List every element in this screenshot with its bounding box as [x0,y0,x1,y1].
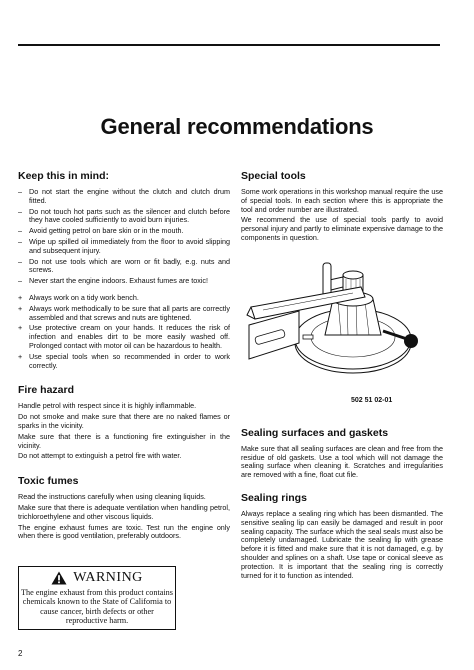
warning-box [18,566,176,630]
sealing-rings-paragraph: Always replace a sealing ring which has been dismantled. The sensitive sealing lip can easily be damaged and result in poor sealing capacity. The surface which the seal seals must also be completely undamaged. Lubricate the sealing lip with grease before it is fitted and make sure that it is not damaged, e.g. by shoulder and splines on a shaft. Use tape or conical sleeve as protection. It is important that the sealing ring is correctly turned for it to function as intended. [241,508,443,580]
warning-triangle-icon [51,571,67,585]
sealing-surfaces-heading: Sealing surfaces and gaskets [241,426,389,439]
right-column [241,170,443,582]
sealing-rings-heading: Sealing rings [241,491,307,504]
dash-bullet: – [18,226,22,236]
tool-drawing [243,251,423,391]
plus-list [18,294,230,370]
keep-in-mind-heading: Keep this in mind: [18,170,110,182]
list-item: + Use protective cream on your hands. It reduces the risk of infection and enables dirt to be more easily washed off. Prolonged contact with motor oil can be hazardous to health. [18,323,230,350]
special-tools-heading: Special tools [241,170,306,182]
toxic-paragraph: The engine exhaust fumes are toxic. Test run the engine only when there is good ventilation, preferably outdoors. [18,522,230,541]
page-number: 2 [18,649,23,658]
list-item: – Do not touch hot parts such as the silencer and clutch before they have cooled sufficiently to avoid burn injuries. [18,206,230,225]
warning-heading: WARNING [73,570,143,585]
warning-text: The engine exhaust from this product contains chemicals known to the State of California to cause cancer, birth defects or other reproductive harm. [21,588,173,626]
list-item: – Wipe up spilled oil immediately from the floor to avoid slipping and subsequent injury. [18,236,230,255]
fire-hazard-heading: Fire hazard [18,384,75,397]
list-item: – Do not use tools which are worn or fit badly, e.g. nuts and screws. [18,256,230,275]
list-item: – Avoid getting petrol on bare skin or in the mouth. [18,226,184,236]
list-item: + Use special tools when so recommended in order to work correctly. [18,351,230,370]
fire-paragraph: Handle petrol with respect since it is highly inflammable. [18,401,197,411]
sealing-surfaces-paragraph: Make sure that all sealing surfaces are clean and free from the residue of old gaskets. Use a tool which will not damage the sealing surface when cleaning it. Scratches and irregularities are removed with a fine, float cut file. [241,443,443,480]
plus-bullet: + [18,351,23,361]
dash-bullet: – [18,236,22,246]
page-title: General recommendations [100,114,374,139]
plus-bullet: + [18,323,23,333]
dash-bullet: – [18,206,22,216]
top-rule [18,44,440,46]
special-tool-illustration [243,251,423,421]
special-paragraph: Some work operations in this workshop manual require the use of special tools. In each section where this is appropriate the tool and order number are illustrated. [241,187,443,214]
toxic-fumes-heading: Toxic fumes [18,475,79,488]
figure-caption: 502 51 02-01 [351,396,393,404]
left-column [18,170,230,543]
list-item: + Always work on a tidy work bench. [18,292,139,302]
fire-paragraph: Do not attempt to extinguish a petrol fire with water. [18,451,182,461]
toxic-paragraph: Read the instructions carefully when using cleaning liquids. [18,492,206,502]
dash-bullet: – [18,187,22,196]
dash-bullet: – [18,256,22,266]
plus-bullet: + [18,303,23,313]
dash-bullet: – [18,276,22,286]
list-item: – Never start the engine indoors. Exhaust fumes are toxic! [18,276,208,286]
plus-bullet: + [18,292,23,302]
fire-paragraph: Do not smoke and make sure that there are no naked flames or sparks in the vicinity. [18,412,230,430]
list-item: + Always work methodically to be sure that all parts are correctly assembled and that screws and nuts are tightened. [18,303,230,322]
fire-paragraph: Make sure that there is a functioning fire extinguisher in the vicinity. [18,431,230,450]
warning-header [19,570,175,586]
special-paragraph: We recommend the use of special tools partly to avoid personal injury and partly to eliminate expensive damage to the components in question. [241,215,443,242]
dash-list [18,188,230,286]
toxic-paragraph: Make sure that there is adequate ventilation when handling petrol, trichloroethylene and other viscous liquids. [18,502,230,521]
list-item: – Do not start the engine without the clutch and clutch drum fitted. [18,187,230,205]
